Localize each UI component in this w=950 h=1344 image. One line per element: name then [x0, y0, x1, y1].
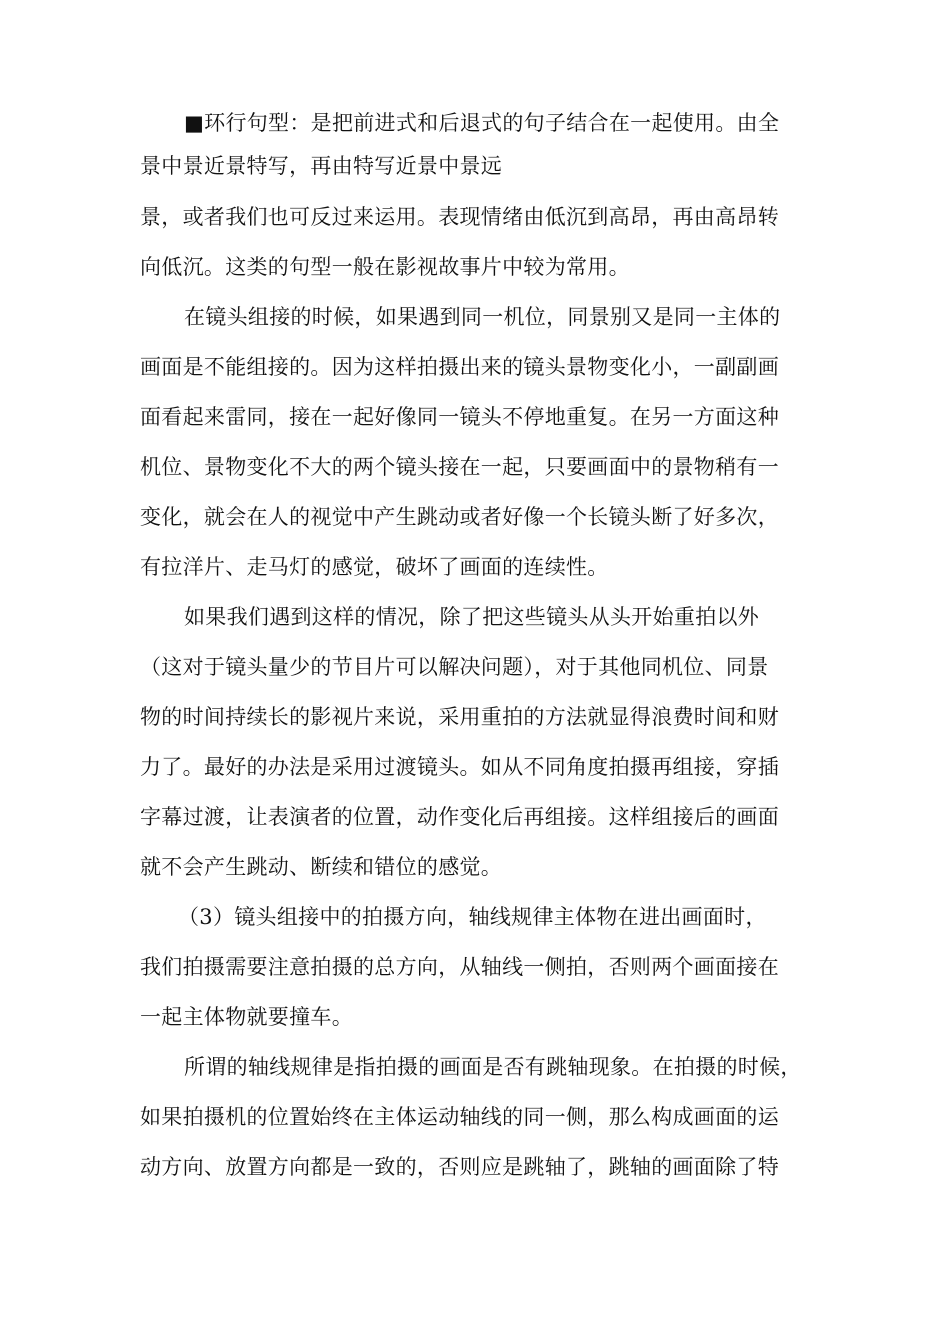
- paragraph-line: 机位、景物变化不大的两个镜头接在一起，只要画面中的景物稍有一: [140, 455, 779, 479]
- paragraph-line: ■环行句型：是把前进式和后退式的句子结合在一起使用。由全: [184, 111, 780, 135]
- paragraph-line: （3）镜头组接中的拍摄方向，轴线规律主体物在进出画面时，: [178, 905, 767, 929]
- paragraph-line: 在镜头组接的时候，如果遇到同一机位，同景别又是同一主体的: [184, 305, 781, 329]
- paragraph-line: 如果我们遇到这样的情况，除了把这些镜头从头开始重拍以外: [184, 605, 760, 629]
- paragraph-line: 景中景近景特写，再由特写近景中景远: [140, 154, 503, 178]
- paragraph-line: 所谓的轴线规律是指拍摄的画面是否有跳轴现象。在拍摄的时候，: [184, 1055, 802, 1079]
- paragraph-line: 画面是不能组接的。因为这样拍摄出来的镜头景物变化小，一副副画: [140, 355, 779, 379]
- paragraph-line: 我们拍摄需要注意拍摄的总方向，从轴线一侧拍，否则两个画面接在: [140, 955, 779, 979]
- paragraph-line: （这对于镜头量少的节目片可以解决问题），对于其他同机位、同景: [140, 655, 769, 679]
- paragraph-line: 变化，就会在人的视觉中产生跳动或者好像一个长镜头断了好多次，: [140, 505, 779, 529]
- paragraph-line: 动方向、放置方向都是一致的，否则应是跳轴了，跳轴的画面除了特: [140, 1155, 779, 1179]
- paragraph-line: 就不会产生跳动、断续和错位的感觉。: [140, 855, 503, 879]
- paragraph-line: 力了。最好的办法是采用过渡镜头。如从不同角度拍摄再组接，穿插: [140, 755, 779, 779]
- paragraph-line: 向低沉。这类的句型一般在影视故事片中较为常用。: [140, 255, 630, 279]
- paragraph-line: 字幕过渡，让表演者的位置，动作变化后再组接。这样组接后的画面: [140, 805, 779, 829]
- paragraph-line: 一起主体物就要撞车。: [140, 1005, 353, 1029]
- paragraph-line: 如果拍摄机的位置始终在主体运动轴线的同一侧，那么构成画面的运: [140, 1105, 779, 1129]
- paragraph-line: 面看起来雷同，接在一起好像同一镜头不停地重复。在另一方面这种: [140, 405, 779, 429]
- paragraph-line: 有拉洋片、走马灯的感觉，破坏了画面的连续性。: [140, 555, 609, 579]
- paragraph-line: 物的时间持续长的影视片来说，采用重拍的方法就显得浪费时间和财: [140, 705, 779, 729]
- paragraph-line: 景，或者我们也可反过来运用。表现情绪由低沉到高昂，再由高昂转: [140, 205, 779, 229]
